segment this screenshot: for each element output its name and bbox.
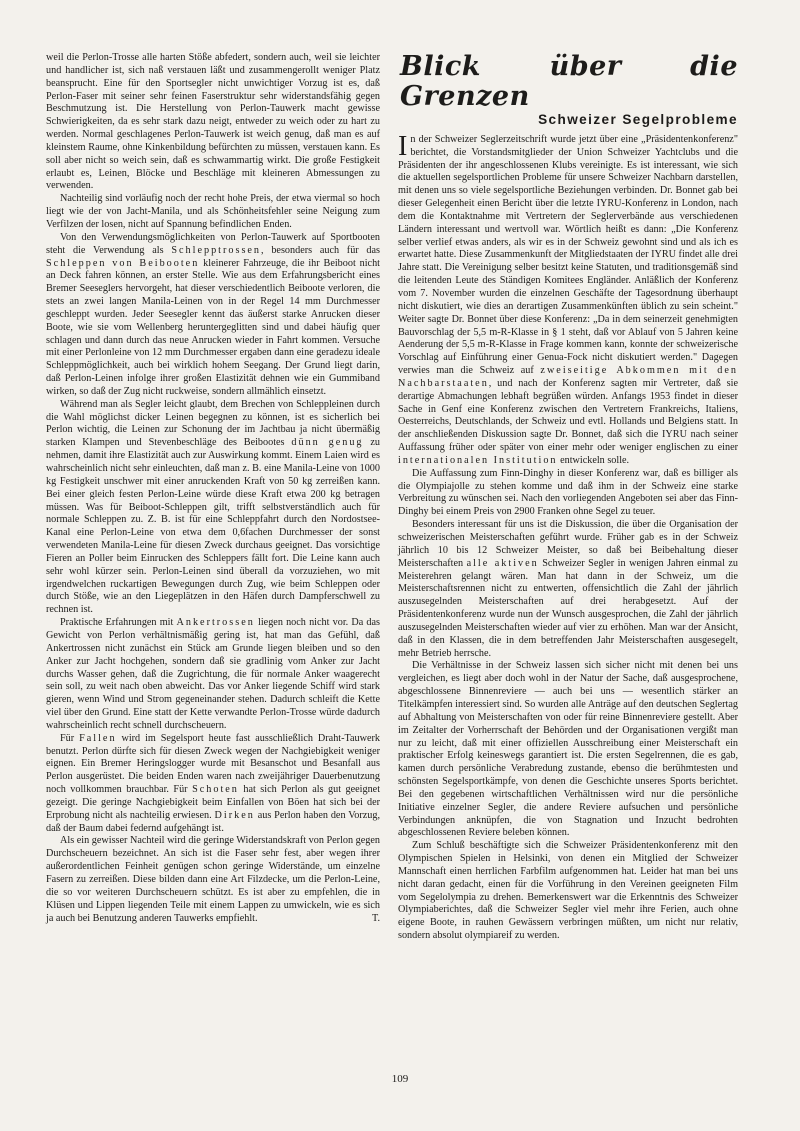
paragraph: Besonders interessant für uns ist die Diskussion, die über die Organisation der schweizerischen Meisterschaften geführt wurde. Früher gab es in der Schweiz jährlich 10 bis 12 Schweizer Meister, so daß bei Beibehaltung dieser Meisterschaften alle aktiven Schweizer Segler in wenigen Jahren einmal zu Meisterehren gelangt wären. Man hat dann in der Schweiz, um die Meisterschaftsrennen nicht zu entwerten, offensichtlich die Zahl der jährlich auszusegelnden Meisterschaften auf drei herabgesetzt. Auf der Präsidentenkonferenz wurde nun der Wunsch ausgesprochen, die Zahl der jährlich auszusegelnden Meisterschaften wieder auf vier zu erhöhen. Man war der Ansicht, daß in den Klassen, die in dem betreffenden Jahr Meisterschaften ausgesegelt, mehr Betrieb herrsche. xyxy=(398,519,739,659)
article-subtitle: Schweizer Segelprobleme xyxy=(538,112,738,127)
author-signature: T. xyxy=(371,912,380,924)
paragraph: weil die Perlon-Trosse alle harten Stöße abfedert, sondern auch, weil sie leichter und handlicher ist, sich naß verstauen läßt und zusammengerollt weniger Platz beansprucht. Eine für den Sportsegler nicht unwichtiger Vorzug ist es, daß Perlon-Faser mit seiner sehr feinen Faserstruktur sehr widerstandsfähig gegen Beschmutzung ist. Die Herstellung von Perlon-Tauwerk macht gewisse Schwierigkeiten, da es sehr stark dazu neigt, entweder zu weich oder zu hart zu werden. Normal geschlagenes Perlon-Tauwerk ist weich genug, daß man es auf kleinstem Raume, ohne Kinkenbildung befürchten zu müssen, verstauen kann. Es soll aber nicht so weich sein, daß es schwammartig wirkt. Die große Festigkeit erlaubt es, Leinen, Blöcke und Beschläge mit kleineren Abmessungen zu verwenden. xyxy=(46,52,380,192)
emphasis: alle aktiven xyxy=(466,557,539,569)
paragraph: Von den Verwendungsmöglichkeiten von Perlon-Tauwerk auf Sportbooten steht die Verwendung als Schlepptrossen, besonders auch für das Schleppen von Beibooten kleinerer Fahrzeuge, die ihr Beiboot nicht an Deck fahren können, an erster Stelle. Wie aus dem Erfahrungsbericht eines Bremer Seeseglers hervorgeht, hat dieser verschiedentlich Beiboote verloren, die stets an zwei langen Manila-Leinen von in der Regel 14 mm Durchmesser geschleppt wurden. Jeder Seesegler kennt das äußerst starke Anrucken dieser Boote, wie sie vom Wellenberg heruntergeglitten sind und dabei häufig quer schlagen und dann durch das neue Anrucken wieder in Fahrt kommen. Versuche mit einer Perlonleine von 12 mm Durchmesser ergaben dann eine geradezu ideale Schleppmöglichkeit, auch bei wirklich hohem Seegang. Der Grund liegt darin, daß Perlon-Leinen infolge ihrer großen Elastizität dehnen wie ein Gummiband wirken, so daß der Zug nicht ruckweise, sondern allmählich einsetzt. xyxy=(46,231,381,397)
emphasis: internationalen Institution xyxy=(398,454,558,466)
paragraph: Die Verhältnisse in der Schweiz lassen sich sicher nicht mit denen bei uns vergleichen, es liegt aber doch wohl in der Natur der Sache, daß ausgesprochene, abgeschlossene Binnenreviere — auch bei uns — wesentlich stärker an Titelkämpfen interessiert sind. So wurden alle Anträge auf den deutschen Seglertag auf Abhaltung von Meisterschaften von oder für reine Binnenreviere gestellt. Aber im Zeitalter der Vorherrschaft der Behörden und der Organisationen vergißt man nur zu leicht, daß mit einer offiziellen Ausschreibung einer Meisterschaft ein praktischer Erfolg keineswegs garantiert ist. Die ersten Segelrennen, die es gab, kamen durch persönliche Verabredung zustande, ebenso die berühmtesten und schönsten Segelsportkämpfe, von denen die Geschichte unseres Sports berichtet. Bei den gegebenen wirtschaftlichen Verhältnissen wird nur die persönliche Initiative einzelner Segler, die andere Reviere aufsuchen und persönliche Verbindungen anknüpfen, die von Stagnation und Inzucht bedrohten abgeschlossenen Reviere beleben können. xyxy=(398,660,738,839)
paragraph: Die Auffassung zum Finn-Dinghy in dieser Konferenz war, daß es billiger als die Olympiajolle zu stehen komme und daß ihm in der Schweiz eine starke Verbreitung zu wünschen sei. Nach den vorliegenden Angeboten sei aber das Finn-Dinghy bei einem Preis von 2900 Franken ohne Segel zu teuer. xyxy=(398,467,738,518)
emphasis: dünn genug xyxy=(291,437,364,449)
paragraph: Während man als Segler leicht glaubt, dem Brechen von Schleppleinen durch die Wahl möglichst dicker Leinen begegnen zu können, ist es sicherlich bei Perlon wichtig, die Leinen zur Schonung der im Jachtbau ja nicht übermäßig starken Klampen und Stevenbeschläge des Beibootes dünn genug zu nehmen, damit ihre Elastizität auch zur Auswirkung kommt. Einem Laien wird es wahrscheinlich nicht sehr einleuchten, daß man z. B. eine Manila-Leine von 1000 kg Festigkeit unschwer mit einer anruckenden Kraft von 50 kg zerreißen kann. Bei einer gleich festen Perlon-Leine würde diese Kraft etwa 200 kg betragen müssen. Was für Beiboot-Schleppen gilt, trifft selbstverständlich auch für normale Schleppen zu. Z. B. ist für eine Schleppfahrt durch den Nordostsee-Kanal eine Perlon-Leine von etwa dem 0,6fachen Durchmesser der sonst verwendeten Manila-Leine für diesen Zweck durchaus geeignet. Das vorsichtige Fieren an Poller beim Einrucken des Schleppers fällt fort. Die Leine kann auch sehr wohl kürzer sein. Perlon-Leinen sind überall da vorzuziehen, wo mit irgendwelchen ruckartigen Bewegungen durch Zug, wie beim Schleppen oder durch Stöße, wie an den Liegeplätzen in den Häfen durch Dampferschwell zu rechnen ist. xyxy=(46,398,381,616)
paragraph: Für Fallen wird im Segelsport heute fast ausschließlich Draht-Tauwerk benutzt. Perlon dürfte sich für diesen Zweck wegen der Nachgiebigkeit weniger eignen. Ein Bremer Heringslogger wurde mit Besanschot und Besanfall aus Perlon ausgerüstet. Die beiden Enden waren nach zweijähriger Dauerbenutzung noch vollkommen brauchbar. Für Schoten hat sich Perlon als gut geeignet gezeigt. Die geringe Nachgiebigkeit beim Einfallen von Böen hat sich bei der Erprobung nicht als nachteilig erwiesen. Dirken aus Perlon haben den Vorzug, daß der Baum dabei federnd aufgehängt ist. xyxy=(46,732,381,834)
emphasis: Schleppen von Beibooten xyxy=(46,257,200,269)
left-column xyxy=(46,52,380,925)
paragraph: Als ein gewisser Nachteil wird die geringe Widerstandskraft von Perlon gegen Durchscheuern bezeichnet. An sich ist die Faser sehr fest, aber wegen ihrer außerordentlichen Feinheit genügen schon geringe Widerstände, um einzelne Fasern zu zerreißen. Diese bilden dann eine Art Filzdecke, um die Perlon-Leine, die so vor weiteren Durchscheuern schützt. Es ist aber zu empfehlen, die in Klüsen und Lippen liegenden Teile mit einem Lappen zu umwickeln, wie es sich ja auch bei Benutzung anderen Tauwerks empfiehlt. T. xyxy=(46,835,380,924)
page-number: 109 xyxy=(391,1073,409,1085)
emphasis: Schoten xyxy=(192,784,239,796)
emphasis: Dirken xyxy=(214,809,255,821)
paragraph: Nachteilig sind vorläufig noch der recht hohe Preis, der etwa viermal so hoch liegt wie der von Jacht-Manila, und als Schönheitsfehler seine Neigung zum Verfilzen der losen, nicht auf Spannung befindlichen Enden. xyxy=(46,193,380,230)
drop-cap: I xyxy=(398,130,408,162)
article-title: Blick über die Grenzen xyxy=(400,51,738,112)
paragraph: Praktische Erfahrungen mit Ankertrossen liegen noch nicht vor. Da das Gewicht von Perlon verhältnismäßig gering ist, hat man das Gefühl, daß Ankertrossen nicht zunächst ein Stück am Grunde liegen bleiben und so den Anker zur Jacht hochgehen, sondern daß sie gradlinig vom Anker zur Jacht durchs Wasser gehen, daß die Zugrichtung, die für normale Anker waagerecht sein soll, zu weit nach oben abweicht. Das vor Anker liegende Schiff wird stark gieren, wenn Wind und Strom gegeneinander stehen. Dadurch schleift die Kette viel über den Grund. Eine statt der Kette verwandte Perlon-Trosse würde dadurch wahrscheinlich recht schnell durchscheuern. xyxy=(46,617,381,731)
paragraph: In der Schweizer Seglerzeitschrift wurde jetzt über eine „Präsidentenkonferenz" berichtet, die Vorstandsmitglieder der Union Schweizer Yachtclubs und die Präsidenten der ihr angeschlossenen Klubs vereinigte. Es ist interessant, wie sich die aktuellen segelsportlichen Probleme für unsere Schweizer Nachbarn darstellen, mit denen uns so viele segelsportliche Beziehungen verbinden. Dr. Bonnet gab bei dieser Gelegenheit einen Bericht über die letzte IYRU-Konferenz in London, nach dem die Kontaktnahme mit Vertretern der Seglerverbände aus verschiedenen Ländern interessant und wertvoll war. Wörtlich heißt es dann: „Die Konferenz selber verlief etwas anders, als wir es in der Schweiz gewohnt sind und als ich es erwartet hatte. Diese Zusammenkunft der Mitgliedstaaten der IYRU findet alle drei Jahre statt. Die Vereinigung selber besitzt keine Statuten, und traditionsgemäß sind die leitenden Leute des Ständigen Komitees Engländer. Anläßlich der Konferenz vom 7. November wurden die einzelnen Geschäfte der Tagesordnung überhaupt nicht diskutiert, wie dies an derartigen Zusammenkünften üblich zu sein scheint." Weiter sagte Dr. Bonnet über diese Konferenz: „Da in dem seinerzeit genehmigten Bauvorschlag der 5,5 m-R-Klasse in § 1 steht, daß vor Ablauf von 5 Jahren keine Aenderung der 5,5 m-R-Klasse in Frage kommen kann, konnte der schweizerische Vorschlag auf Einführung einer Genua-Fock nicht diskutiert werden." Dagegen verwies man die Schweiz auf zweiseitige Abkommen mit den Nachbarstaaten, und nach der Konferenz sagten mir Vertreter, daß sie derartige Abmachungen lebhaft begrüßen würden. Anfangs 1953 findet in dieser Sache in Genf eine Konferenz zwischen den Vertretern Frankreichs, Italiens, Oesterreichs, Deutschlands, der Schweiz und evtl. Hollands und Belgiens statt. In der anschließenden Diskussion sagte Dr. Bonnet, daß sich die IYRU nach seiner Auffassung früher oder später von einer mehr oder weniger englischen zu einer internationalen Institution entwickeln solle. xyxy=(398,130,739,466)
paragraph: Zum Schluß beschäftigte sich die Schweizer Präsidentenkonferenz mit den Olympischen Spielen in Helsinki, von denen ein Mitglied der Schweizer Mannschaft einen herrlichen Farbfilm aufgenommen hat. Leider hat man bei uns nicht daran gedacht, einen für die Vorführung in den Vereinen geeigneten Film vom Segelolympia zu drehen. Bemerkenswert war die Erkenntnis des Schweizer Olympiaberichtes, daß die Schweizer Segler viel mehr ihre Ferien, auch ohne eigene Boote, in rauhen Gewässern verbringen müßten, um nicht nur relativ, sondern absolut olympiareif zu werden. xyxy=(398,840,738,942)
emphasis: zweiseitige Abkommen mit den Nachbarstaaten xyxy=(398,365,739,389)
right-column xyxy=(398,52,738,943)
emphasis: Ankertrossen xyxy=(176,617,255,629)
emphasis: Schlepptrossen xyxy=(171,244,262,256)
emphasis: Fallen xyxy=(79,732,117,744)
